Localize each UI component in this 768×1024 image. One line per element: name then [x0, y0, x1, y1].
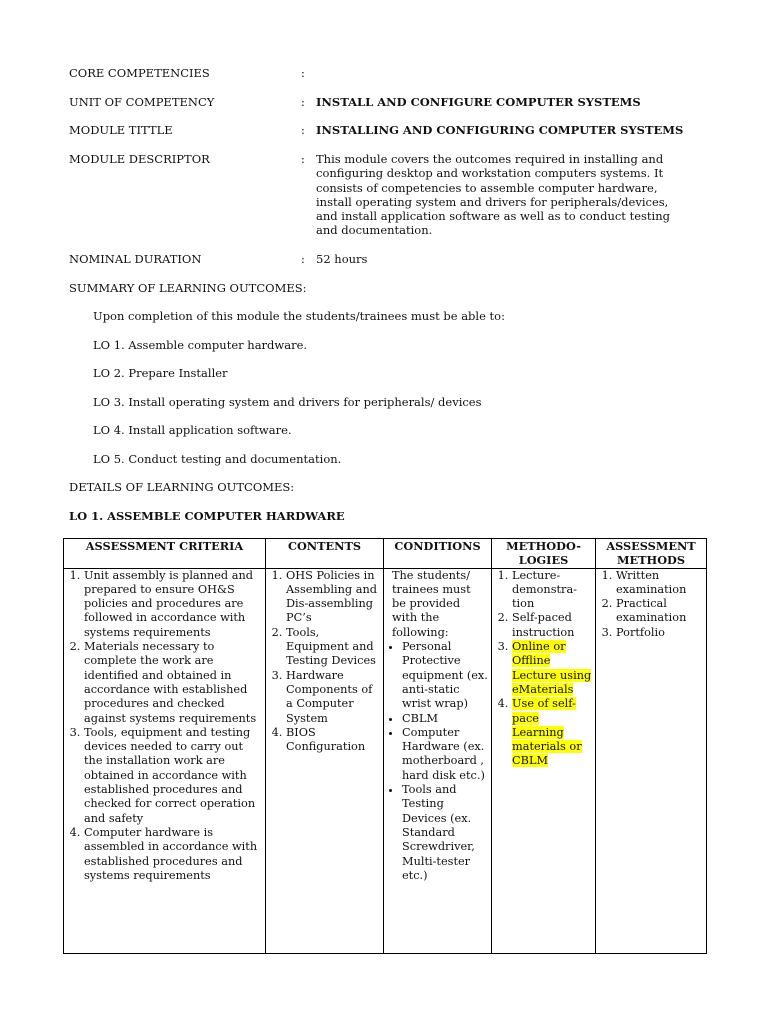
conditions-intro: The students/ trainees must be provided with the following: — [392, 568, 471, 639]
lo1-heading: LO 1. ASSEMBLE COMPUTER HARDWARE — [69, 509, 345, 523]
descriptor-line: install operating system and drivers for peripherals/devices, — [316, 194, 669, 209]
contents-item: 3. Hardware Components of a Computer System — [286, 669, 381, 726]
module-title-value: INSTALLING AND CONFIGURING COMPUTER SYSTEMS — [316, 123, 684, 137]
methodology-item — [512, 611, 593, 640]
table-header-row — [64, 539, 707, 569]
header-conditions: CONDITIONS — [384, 539, 492, 569]
learning-outcome-table — [63, 538, 707, 954]
unit-of-competency-label: UNIT OF COMPETENCY — [69, 95, 215, 109]
methodology-item — [512, 640, 593, 697]
header-contents: CONTENTS — [266, 539, 384, 569]
table-row — [64, 568, 707, 953]
details-title: DETAILS OF LEARNING OUTCOMES: — [69, 480, 295, 494]
methodology-item — [512, 569, 593, 612]
methodologies-cell — [492, 568, 596, 953]
module-title-label: MODULE TITTLE — [69, 123, 173, 137]
module-descriptor-text — [316, 152, 711, 238]
module-descriptor-label: MODULE DESCRIPTOR — [69, 152, 210, 166]
methodology-item — [512, 697, 593, 768]
criteria-item: 4. Computer hardware is assembled in accordance with established procedures and systems requirements — [84, 826, 263, 883]
header-assessment-methods: ASSESSMENT METHODS — [596, 539, 707, 569]
assessment-method-item: 1. Written examination — [616, 569, 704, 598]
colon: : — [301, 123, 305, 137]
methodology-text: Self-paced instruction — [512, 611, 575, 639]
descriptor-line: consists of competencies to assemble computer hardware, — [316, 180, 658, 195]
colon: : — [301, 152, 305, 166]
contents-item: 2. Tools, Equipment and Testing Devices — [286, 626, 381, 669]
descriptor-line: This module covers the outcomes required in installing and — [316, 152, 664, 166]
summary-title: SUMMARY OF LEARNING OUTCOMES: — [69, 281, 307, 295]
learning-outcome-item: LO 3. Install operating system and drivers for peripherals/ devices — [93, 395, 482, 409]
nominal-duration-label: NOMINAL DURATION — [69, 252, 202, 266]
nominal-duration-value: 52 hours — [316, 252, 368, 266]
header-assessment-criteria: ASSESSMENT CRITERIA — [64, 539, 266, 569]
unit-of-competency-value: INSTALL AND CONFIGURE COMPUTER SYSTEMS — [316, 95, 641, 109]
summary-intro: Upon completion of this module the students/trainees must be able to: — [93, 309, 505, 323]
methodology-text-highlighted: Use of self-pace Learning materials or CBLM — [512, 697, 582, 768]
contents-item: 4. BIOS Configuration — [286, 726, 381, 755]
conditions-item: • Tools and Testing Devices (ex. Standard Screwdriver, Multi-tester etc.) — [402, 783, 489, 883]
criteria-item: 3. Tools, equipment and testing devices needed to carry out the installation work are obtained in accordance with established procedures and checked for correct operation and safety — [84, 726, 263, 826]
contents-item: 1. OHS Policies in Assembling and Dis-assembling PC’s — [286, 569, 381, 626]
criteria-item: 2. Materials necessary to complete the work are identified and obtained in accordance with established procedures and checked against systems requirements — [84, 640, 263, 726]
contents-cell — [266, 568, 384, 953]
colon: : — [301, 252, 305, 266]
methodology-text-highlighted: Online or Offline Lecture using eMaterials — [512, 640, 592, 696]
criteria-cell — [64, 568, 266, 953]
descriptor-line: and install application software as well as to conduct testing — [316, 209, 670, 224]
assessment-methods-cell — [596, 568, 707, 953]
learning-outcome-item: LO 4. Install application software. — [93, 423, 292, 437]
descriptor-line: configuring desktop and workstation computers systems. It — [316, 166, 664, 181]
criteria-item: 1. Unit assembly is planned and prepared to ensure OH&S policies and procedures are followed in accordance with systems requirements — [84, 569, 263, 640]
assessment-method-item: 2. Practical examination — [616, 597, 704, 626]
colon: : — [301, 66, 305, 80]
assessment-method-item: 3. Portfolio — [616, 626, 704, 640]
header-methodologies: METHODO- LOGIES — [492, 539, 596, 569]
learning-outcome-item: LO 5. Conduct testing and documentation. — [93, 452, 342, 466]
learning-outcome-item: LO 2. Prepare Installer — [93, 366, 228, 380]
conditions-item: • Personal Protective equipment (ex. anti-static wrist wrap) — [402, 640, 489, 711]
methodology-text: Lecture-demonstra-tion — [512, 568, 577, 611]
colon: : — [301, 95, 305, 109]
core-competencies-label: CORE COMPETENCIES — [69, 66, 210, 80]
learning-outcome-item: LO 1. Assemble computer hardware. — [93, 338, 308, 352]
conditions-cell — [384, 568, 492, 953]
conditions-item: • CBLM — [402, 712, 489, 726]
descriptor-line: and documentation. — [316, 223, 433, 238]
conditions-item: • Computer Hardware (ex. motherboard , hard disk etc.) — [402, 726, 489, 783]
